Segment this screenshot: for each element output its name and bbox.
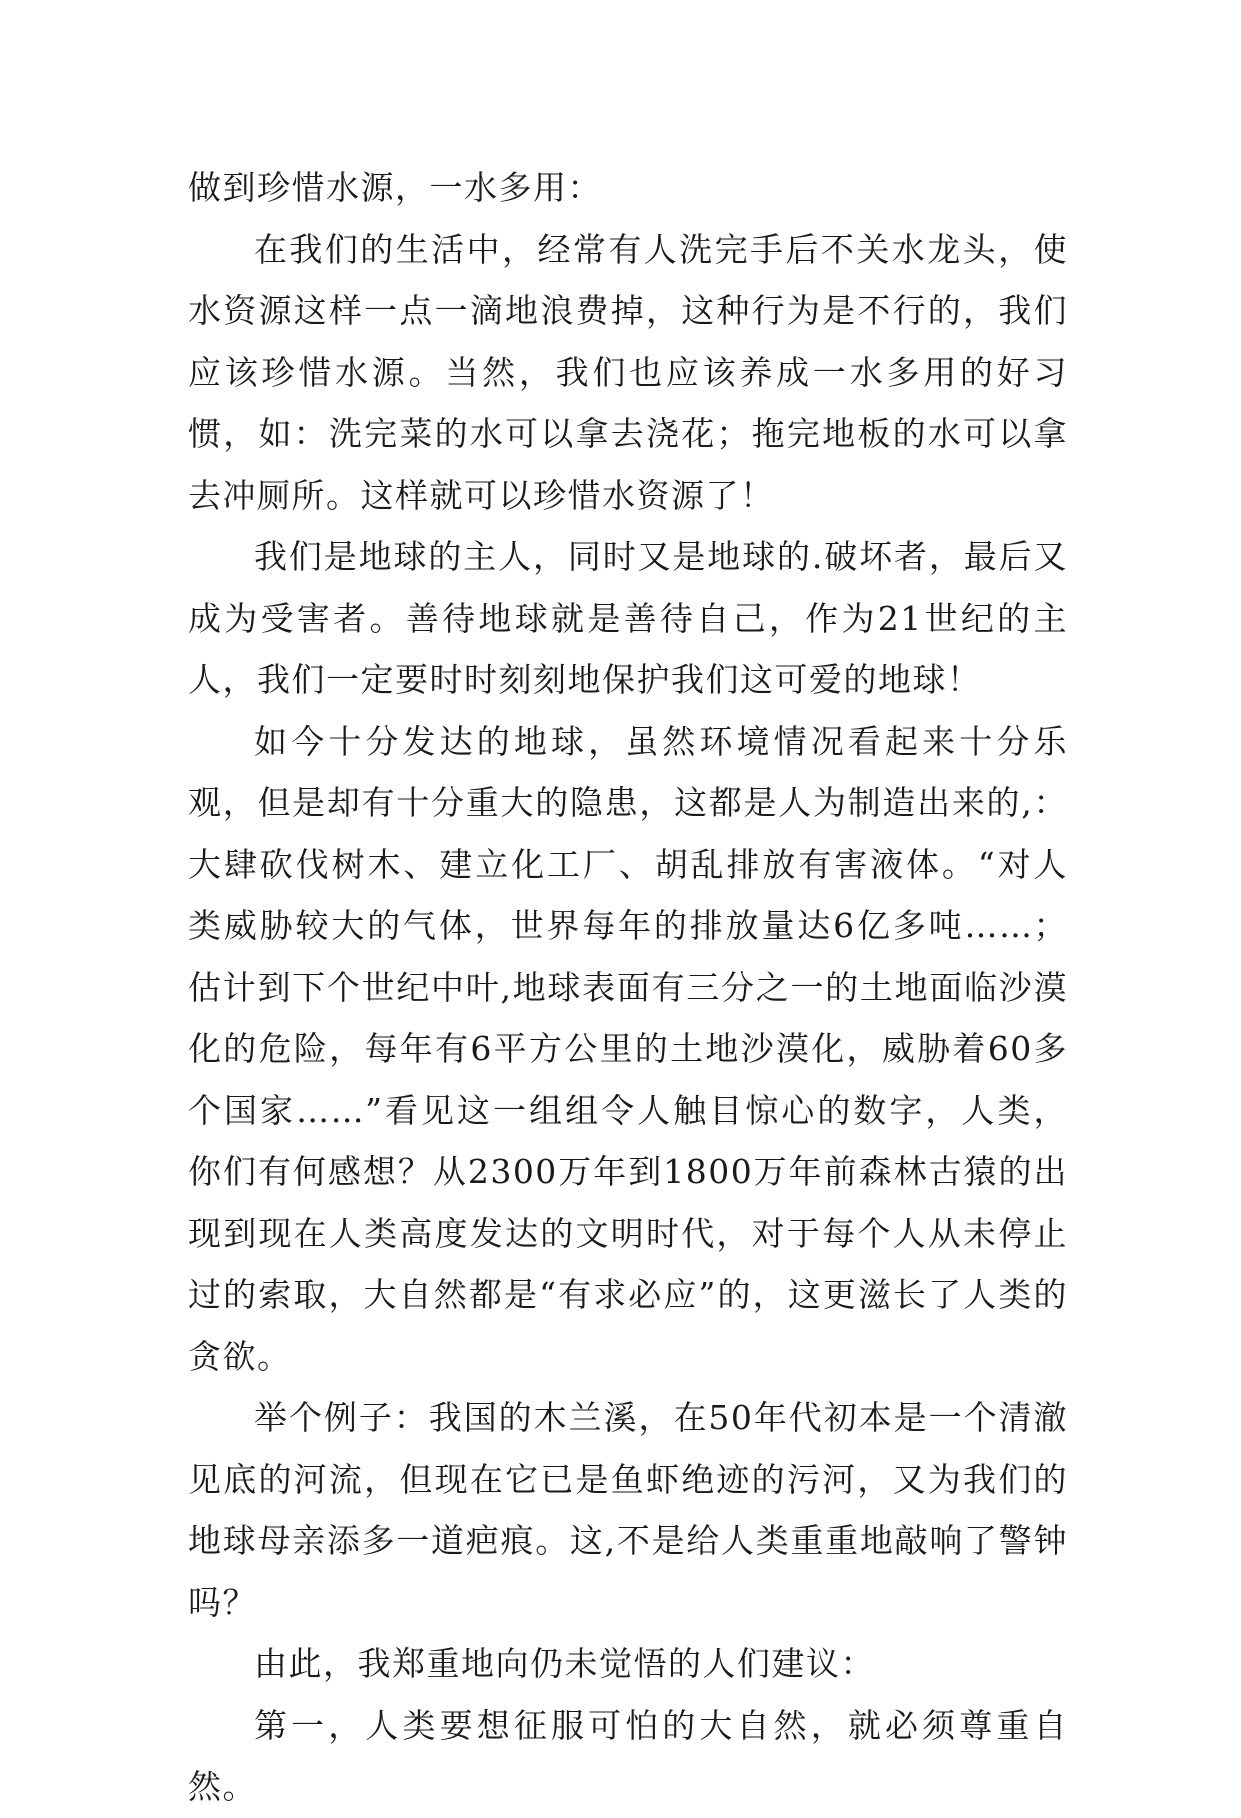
paragraph: 举个例子：我国的木兰溪，在50年代初本是一个清澈见底的河流，但现在它已是鱼虾绝迹的污河，又为我们的地球母亲添多一道疤痕。这,不是给人类重重地敲响了警钟吗？ (188, 1398, 1068, 1622)
paragraph: 由此，我郑重地向仍未觉悟的人们建议： (254, 1644, 875, 1683)
paragraph: 我们是地球的主人，同时又是地球的.破坏者，最后又成为受害者。善待地球就是善待自己，作为21世纪的主人，我们一定要时时刻刻地保护我们这可爱的地球！ (188, 537, 1068, 699)
paragraph: 第一，人类要想征服可怕的大自然，就必须尊重自然。 (188, 1705, 1068, 1806)
document-body (188, 157, 1068, 1818)
paragraph: 做到珍惜水源，一水多用： (188, 168, 602, 207)
paragraph: 在我们的生活中，经常有人洗完手后不关水龙头，使水资源这样一点一滴地浪费掉，这种行为是不行的，我们应该珍惜水源。当然，我们也应该养成一水多用的好习惯，如：洗完菜的水可以拿去浇花；拖完地板的水可以拿去冲厕所。这样就可以珍惜水资源了！ (188, 229, 1068, 515)
paragraph: 如今十分发达的地球，虽然环境情况看起来十分乐观，但是却有十分重大的隐患，这都是人为制造出来的,：大肆砍伐树木、建立化工厂、胡乱排放有害液体。“对人类威胁较大的气体，世界每年的排放量达6亿多吨……；估计到下个世纪中叶,地球表面有三分之一的土地面临沙漠化的危险，每年有6平方公里的土地沙漠化，威胁着60多个国家……”看见这一组组令人触目惊心的数字，人类，你们有何感想？从2300万年到1800万年前森林古猿的出现到现在人类高度发达的文明时代，对于每个人从未停止过的索取，大自然都是“有求必应”的，这更滋长了人类的贪欲。 (188, 721, 1068, 1376)
